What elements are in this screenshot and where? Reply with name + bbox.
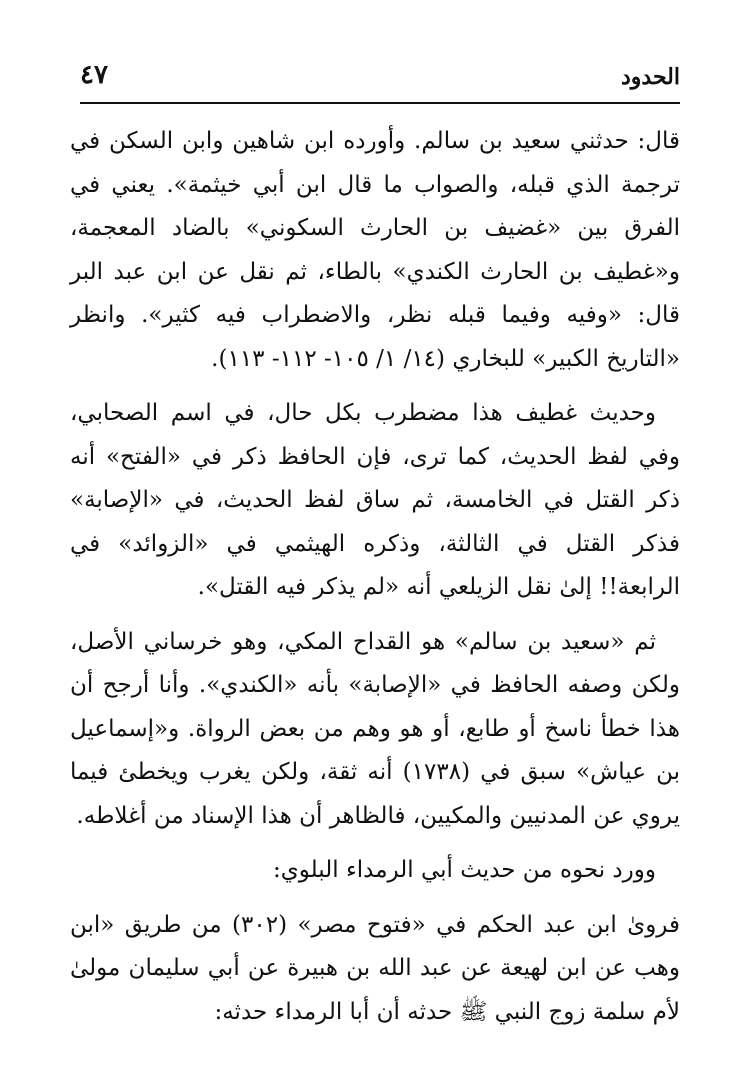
paragraph-footnote-continuation: قال: حدثني سعيد بن سالم. وأورده ابن شاهين وابن السكن في ترجمة الذي قبله، والصواب ما قال ابن أبي خيثمة». يعني في الفرق بين «غضيف بن الحارث السكوني» بالضاد المعجمة، و«غطيف بن الحارث الكندي» بالطاء، ثم نقل عن ابن عبد البر قال: «وفيه وفيما قبله نظر، والاضطراب فيه كثير». وانظر «التاريخ الكبير» للبخاري (١٤/ ١/ ١٠٥- ١١٢- ١١٣). — [70, 128, 680, 372]
paragraph-ibn-abd-alhakam: فروىٰ ابن عبد الحكم في «فتوح مصر» (٣٠٢) من طريق «ابن وهب عن ابن لهيعة عن عبد الله بن هبيرة عن أبي سليمان مولىٰ لأم سلمة زوج النبي ﷺ حدثه أن أبا الرمداء حدثه: — [70, 911, 680, 1025]
paragraph-said-bin-salim: ثم «سعيد بن سالم» هو القداح المكي، وهو خرساني الأصل، ولكن وصفه الحافظ في «الإصابة» بأنه «الكندي». وأنا أرجح أن هذا خطأ ناسخ أو طابع، أو هو وهم من بعض الرواة. و«إسماعيل بن عياش» سبق في (١٧٣٨) أنه ثقة، ولكن يغرب ويخطئ فيما يروي عن المدنيين والمكيين، فالظاهر أن هذا الإسناد من أغلاطه. — [70, 628, 680, 829]
page-header — [0, 0, 736, 110]
paragraph-abi-ramda-intro: وورد نحوه من حديث أبي الرمداء البلوي: — [273, 857, 656, 883]
page-number: ٤٧ — [80, 60, 108, 90]
paragraph-gap — [70, 838, 680, 849]
paragraph-gap — [70, 893, 680, 904]
paragraph-ghutayf-hadith: وحديث غطيف هذا مضطرب بكل حال، في اسم الصحابي، وفي لفظ الحديث، كما ترى، فإن الحافظ ذكر في «الفتح» أنه ذكر القتل في الخامسة، ثم ساق لفظ الحديث، في «الإصابة» فذكر القتل في الثالثة، وذكره الهيثمي في «الزوائد» في الرابعة!! إلىٰ نقل الزيلعي أنه «لم يذكر فيه القتل». — [70, 400, 680, 600]
paragraph-gap — [70, 610, 680, 621]
paragraph-gap — [70, 381, 680, 392]
running-title: الحدود — [621, 64, 680, 90]
page-body — [70, 120, 680, 1034]
header-divider — [80, 102, 680, 104]
